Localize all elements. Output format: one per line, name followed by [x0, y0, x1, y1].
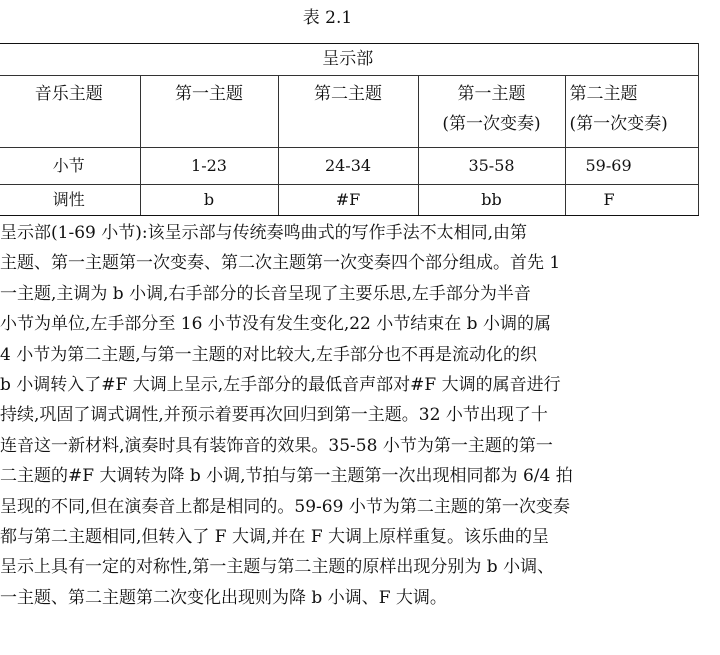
paragraph-line: b 小调转入了#F 大调上呈示,左手部分的最低音声部对#F 大调的属音进行 — [0, 374, 561, 395]
header-cell — [418, 76, 565, 148]
key-value-cell: b — [140, 185, 278, 216]
bars-label-cell: 小节 — [0, 148, 140, 185]
table-caption: 表 2.1 — [302, 8, 353, 28]
paragraph-line: 呈示上具有一定的对称性,第一主题与第二主题的原样出现分别为 b 小调、 — [0, 557, 555, 578]
bars-value-cell: 59-69 — [565, 148, 698, 185]
header-main-text: 第二主题 — [314, 84, 382, 104]
paragraph-line: 都与第二主题相同,但转入了 F 大调,并在 F 大调上原样重复。该乐曲的呈 — [0, 526, 550, 547]
header-sub-text: (第一次变奏) — [569, 114, 668, 134]
bars-value-cell: 24-34 — [278, 148, 418, 185]
key-value-cell: bb — [418, 185, 565, 216]
section-title-cell: 呈示部 — [0, 44, 698, 76]
header-cell — [278, 76, 418, 148]
table-title-row — [0, 44, 698, 76]
key-row — [0, 185, 698, 216]
paragraph-line: 一主题、第二主题第二次变化出现则为降 b 小调、F 大调。 — [0, 587, 447, 608]
paragraph-line: 二主题的#F 大调转为降 b 小调,节拍与第一主题第一次出现相同都为 6/4 拍 — [0, 466, 573, 487]
header-sub-text: (第一次变奏) — [442, 114, 541, 134]
bars-value-cell: 35-58 — [418, 148, 565, 185]
header-main-text: 第一主题 — [457, 84, 526, 104]
header-cell — [140, 76, 278, 148]
paragraph-line: 持续,巩固了调式调性,并预示着要再次回归到第一主题。32 小节出现了十 — [0, 405, 548, 426]
header-main-text: 第二主题 — [569, 84, 638, 104]
paragraph-line: 连音这一新材料,演奏时具有装饰音的效果。35-58 小节为第一主题的第一 — [0, 435, 553, 456]
bars-value-cell: 1-23 — [140, 148, 278, 185]
key-value-cell: #F — [278, 185, 418, 216]
table-header-row — [0, 76, 698, 148]
sonata-structure-table — [0, 43, 699, 216]
paragraph-line: 一主题,主调为 b 小调,右手部分的长音呈现了主要乐思,左手部分为半音 — [0, 283, 531, 304]
key-value-cell: F — [565, 185, 698, 216]
paragraph-line: 主题、第一主题第一次变奏、第二次主题第一次变奏四个部分组成。首先 1 — [0, 253, 561, 274]
paragraph-line: 呈现的不同,但在演奏音上都是相同的。59-69 小节为第二主题的第一次变奏 — [0, 496, 570, 517]
header-main-text: 第一主题 — [175, 84, 243, 104]
paragraph-line: 小节为单位,左手部分至 16 小节没有发生变化,22 小节结束在 b 小调的属 — [0, 314, 551, 335]
header-label-cell: 音乐主题 — [0, 76, 140, 148]
paragraph-line: 呈示部(1-69 小节):该呈示部与传统奏鸣曲式的写作手法不太相同,由第 — [0, 223, 527, 243]
bars-row — [0, 148, 698, 185]
paragraph-line: 4 小节为第二主题,与第一主题的对比较大,左手部分也不再是流动化的织 — [0, 344, 538, 365]
analysis-paragraph — [0, 218, 720, 613]
header-cell — [565, 76, 698, 148]
key-label-cell: 调性 — [0, 185, 140, 216]
